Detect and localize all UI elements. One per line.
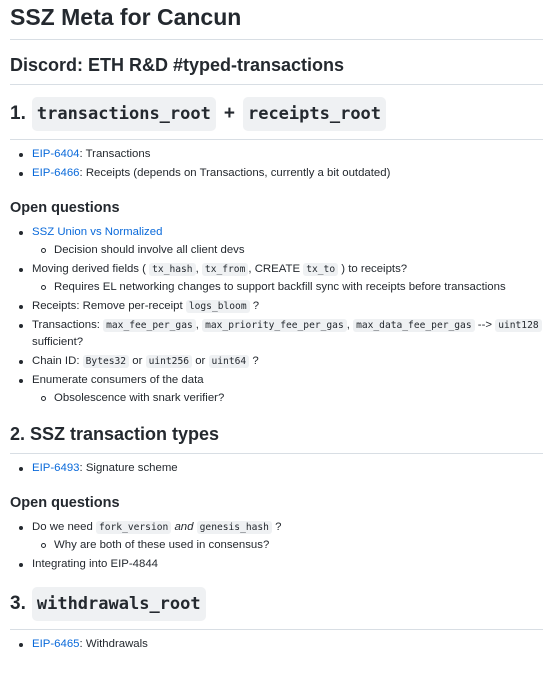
ssz-union-link[interactable]: SSZ Union vs Normalized xyxy=(32,226,163,238)
list-item xyxy=(32,317,543,351)
section1-number: 1. xyxy=(10,103,26,124)
section1-open-questions-heading: Open questions xyxy=(10,200,120,216)
section1-list xyxy=(10,140,543,182)
section3-number: 3. xyxy=(10,593,26,614)
code-logs-bloom: logs_bloom xyxy=(186,300,250,313)
list-item-text: : Receipts (depends on Transactions, currently a bit outdated) xyxy=(79,167,391,179)
list-item-text: Moving derived fields ( xyxy=(32,263,146,275)
section2-open-questions-list xyxy=(10,513,543,573)
list-item xyxy=(32,636,543,653)
code-fork-version: fork_version xyxy=(96,521,171,534)
section2-open-questions-heading: Open questions xyxy=(10,495,120,511)
section1-code-receipts-root: receipts_root xyxy=(243,97,386,131)
page-title: SSZ Meta for Cancun xyxy=(10,4,242,30)
eip-6493-link[interactable]: EIP-6493 xyxy=(32,462,80,474)
sub-list xyxy=(32,390,543,407)
list-item-text: sufficient? xyxy=(32,336,84,348)
section3-code-withdrawals-root: withdrawals_root xyxy=(32,587,206,621)
list-item xyxy=(32,353,543,370)
list-item-text: ) to receipts? xyxy=(341,263,408,275)
section3-list xyxy=(10,630,543,653)
list-item xyxy=(32,372,543,407)
list-item-text: , xyxy=(195,263,199,275)
list-item xyxy=(32,224,543,259)
code-genesis-hash: genesis_hash xyxy=(197,521,272,534)
list-item: Integrating into EIP-4844 xyxy=(32,556,543,573)
list-item xyxy=(32,298,543,315)
eip-6465-link[interactable]: EIP-6465 xyxy=(32,638,80,650)
code-max-priority-fee-per-gas: max_priority_fee_per_gas xyxy=(202,319,347,332)
eip-6466-link[interactable]: EIP-6466 xyxy=(32,167,80,179)
list-item-text: : Transactions xyxy=(79,148,151,160)
section1-heading xyxy=(10,85,543,131)
list-item-text: , xyxy=(346,319,350,331)
eip-6404-link[interactable]: EIP-6404 xyxy=(32,148,80,160)
list-item xyxy=(32,261,543,296)
list-item-text: Do we need xyxy=(32,521,93,533)
list-item-text: Enumerate consumers of the data xyxy=(32,374,204,386)
list-item-text: --> xyxy=(477,319,493,331)
list-item-text: Chain ID: xyxy=(32,355,80,367)
section1-code-transactions-root: transactions_root xyxy=(32,97,216,131)
sub-list-item: Requires EL networking changes to support backfill sync with receipts before transactions xyxy=(54,279,543,296)
section2-list xyxy=(10,454,543,477)
sub-list xyxy=(32,537,543,554)
list-item xyxy=(32,519,543,554)
section1-plus: + xyxy=(223,103,235,124)
list-item-text: : Signature scheme xyxy=(79,462,178,474)
list-item-text: and xyxy=(174,521,194,533)
list-item-text: ? xyxy=(275,521,282,533)
code-tx-to: tx_to xyxy=(303,263,338,276)
list-item-text: : Withdrawals xyxy=(79,638,148,650)
list-item xyxy=(32,460,543,477)
code-bytes32: Bytes32 xyxy=(83,355,129,368)
sub-list-item: Decision should involve all client devs xyxy=(54,242,543,259)
sub-list xyxy=(32,242,543,259)
list-item-text: Receipts: Remove per-receipt xyxy=(32,300,183,312)
sub-list-item: Obsolescence with snark verifier? xyxy=(54,390,543,407)
sub-list xyxy=(32,279,543,296)
code-max-data-fee-per-gas: max_data_fee_per_gas xyxy=(353,319,475,332)
list-item-text: or xyxy=(195,355,206,367)
code-uint256: uint256 xyxy=(146,355,192,368)
list-item-text: , CREATE xyxy=(248,263,301,275)
list-item-text: ? xyxy=(252,355,259,367)
code-tx-hash: tx_hash xyxy=(149,263,195,276)
list-item-text: , xyxy=(195,319,199,331)
section1-open-questions-list xyxy=(10,218,543,407)
code-max-fee-per-gas: max_fee_per_gas xyxy=(103,319,196,332)
list-item-text: Transactions: xyxy=(32,319,100,331)
list-item-text: ? xyxy=(252,300,260,312)
discord-heading: Discord: ETH R&D #typed-transactions xyxy=(10,55,345,75)
sub-list-item: Why are both of these used in consensus? xyxy=(54,537,543,554)
code-uint128: uint128 xyxy=(495,319,541,332)
section3-heading xyxy=(10,575,543,621)
code-tx-from: tx_from xyxy=(202,263,248,276)
list-item-text: or xyxy=(132,355,143,367)
list-item xyxy=(32,165,543,182)
section2-heading: 2. SSZ transaction types xyxy=(10,424,220,444)
list-item xyxy=(32,146,543,163)
code-uint64: uint64 xyxy=(209,355,250,368)
